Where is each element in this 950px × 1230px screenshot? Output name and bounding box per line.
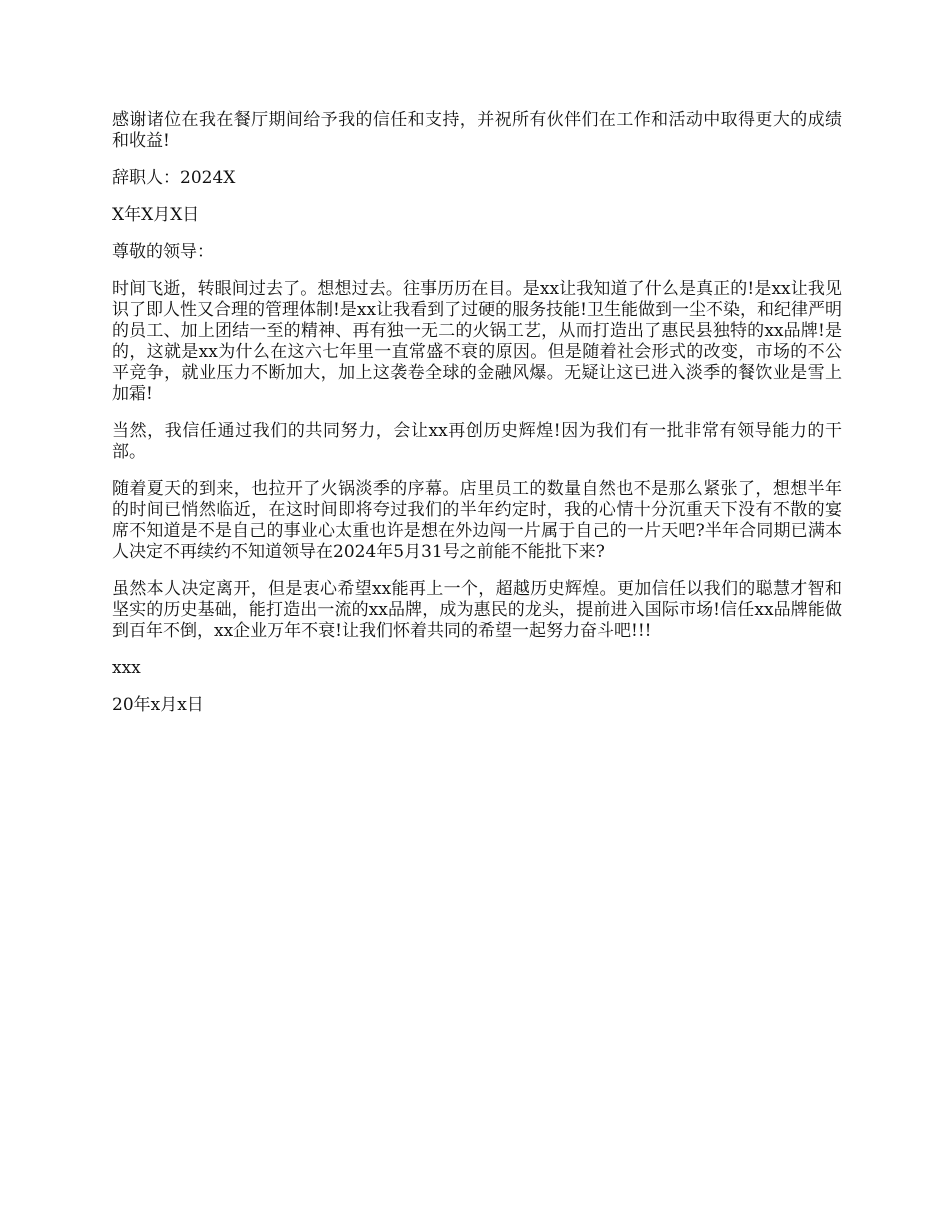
body-paragraph: 随着夏天的到来，也拉开了火锅淡季的序幕。店里员工的数量自然也不是那么紧张了，想想半年的时间已悄然临近，在这时间即将夸过我们的半年约定时，我的心情十分沉重天下没有不散的宴席不知道是不是自己的事业心太重也许是想在外边闯一片属于自己的一片天吧?半年合同期已满本人决定不再续约不知道领导在2024年5月31号之前能不能批下来? xyxy=(112,479,842,562)
date-line: X年X月X日 xyxy=(112,205,200,225)
body-paragraph: 当然，我信任通过我们的共同努力，会让xx再创历史辉煌!因为我们有一批非常有领导能力的干部。 xyxy=(112,421,842,462)
resigner-line: 辞职人：2024X xyxy=(112,168,236,188)
signature-date: 20年x月x日 xyxy=(112,695,204,715)
closing-thanks-paragraph: 感谢诸位在我在餐厅期间给予我的信任和支持，并祝所有伙伴们在工作和活动中取得更大的成绩和收益! xyxy=(112,110,842,151)
signature-name: xxx xyxy=(112,658,141,678)
body-paragraph: 时间飞逝，转眼间过去了。想想过去。往事历历在目。是xx让我知道了什么是真正的!是xx让我见识了即人性又合理的管理体制!是xx让我看到了过硬的服务技能!卫生能做到一尘不染，和纪律严明的员工、加上团结一至的精神、再有独一无二的火锅工艺，从而打造出了惠民县独特的xx品牌!是的，这就是xx为什么在这六七年里一直常盛不衰的原因。但是随着社会形式的改变，市场的不公平竞争，就业压力不断加大，加上这袭卷全球的金融风爆。无疑让这已进入淡季的餐饮业是雪上加霜! xyxy=(112,279,842,404)
salutation: 尊敬的领导： xyxy=(112,242,214,262)
document-body xyxy=(112,110,842,732)
body-paragraph: 虽然本人决定离开，但是衷心希望xx能再上一个，超越历史辉煌。更加信任以我们的聪慧才智和坚实的历史基础，能打造出一流的xx品牌，成为惠民的龙头，提前进入国际市场!信任xx品牌能做到百年不倒，xx企业万年不衰!让我们怀着共同的希望一起努力奋斗吧!!! xyxy=(112,579,842,641)
